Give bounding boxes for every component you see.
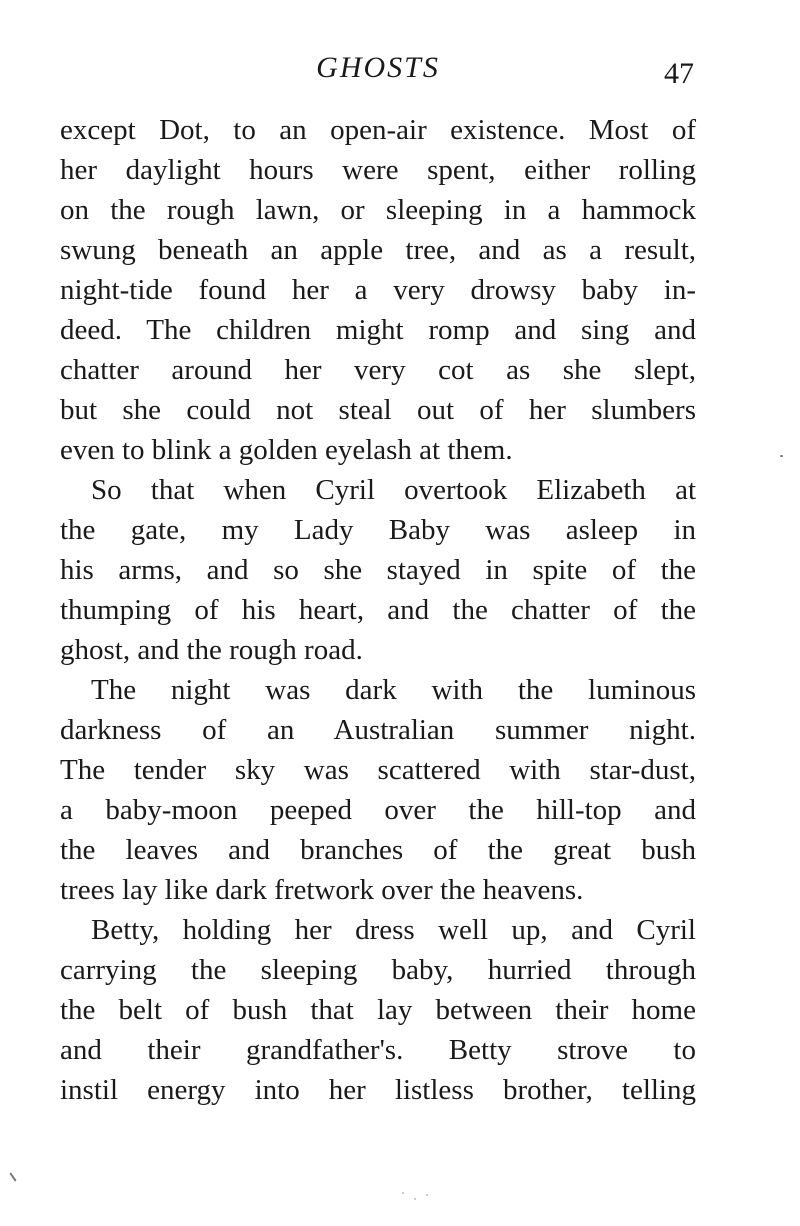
text-line: deed. The children might romp and sing and [60, 314, 696, 346]
scan-speck [426, 1194, 428, 1196]
page-number: 47 [664, 57, 694, 90]
text-line: carrying the sleeping baby, hurried through [60, 954, 696, 986]
text-line: the belt of bush that lay between their home [60, 994, 696, 1026]
text-line: but she could not steal out of her slumbers [60, 394, 696, 426]
text-line: the gate, my Lady Baby was asleep in [60, 514, 696, 546]
text-line: her daylight hours were spent, either rolling [60, 154, 696, 186]
text-line: except Dot, to an open-air existence. Most of [60, 114, 696, 146]
scan-speck [780, 455, 783, 457]
text-line: The tender sky was scattered with star-dust, [60, 754, 696, 786]
text-line: night-tide found her a very drowsy baby in- [60, 274, 696, 306]
text-line: and their grandfather's. Betty strove to [60, 1034, 696, 1066]
running-head: GHOSTS [316, 51, 440, 84]
page-header [60, 48, 696, 92]
text-line: trees lay like dark fretwork over the heavens. [60, 874, 584, 906]
text-line: a baby-moon peeped over the hill-top and [60, 794, 696, 826]
text-line: So that when Cyril overtook Elizabeth at [91, 474, 696, 506]
body-text [60, 110, 696, 1110]
scan-speck [414, 1198, 416, 1200]
text-line: Betty, holding her dress well up, and Cyril [91, 914, 696, 946]
scan-speck [402, 1192, 404, 1194]
text-line: The night was dark with the luminous [91, 674, 696, 706]
text-line: darkness of an Australian summer night. [60, 714, 696, 746]
text-line: swung beneath an apple tree, and as a result, [60, 234, 696, 266]
text-line: his arms, and so she stayed in spite of the [60, 554, 696, 586]
scan-speck [9, 1172, 16, 1181]
text-line: chatter around her very cot as she slept, [60, 354, 696, 386]
text-line: even to blink a golden eyelash at them. [60, 434, 513, 466]
text-line: ghost, and the rough road. [60, 634, 363, 666]
text-line: on the rough lawn, or sleeping in a hammock [60, 194, 696, 226]
text-line: instil energy into her listless brother, telling [60, 1074, 696, 1106]
text-line: the leaves and branches of the great bush [60, 834, 696, 866]
text-line: thumping of his heart, and the chatter of the [60, 594, 696, 626]
